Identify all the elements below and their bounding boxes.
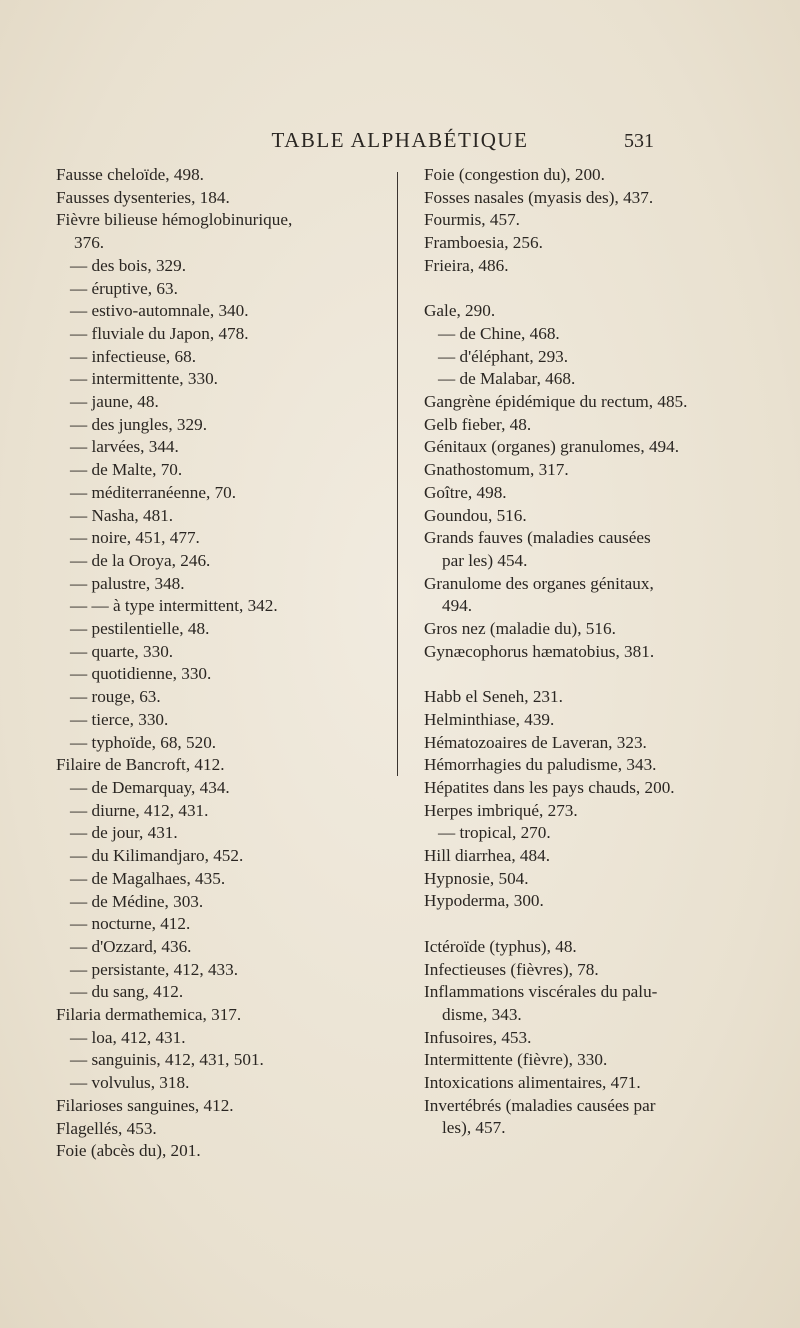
index-entry: Infusoires, 453. xyxy=(424,1027,532,1047)
index-entry: 494. xyxy=(442,596,473,616)
index-entry: Habb el Seneh, 231. xyxy=(424,687,563,707)
section-gap xyxy=(424,663,754,686)
running-header-title: TABLE ALPHABÉTIQUE xyxy=(271,128,529,152)
index-entry: les), 457. xyxy=(442,1118,506,1138)
index-entry: — de Chine, 468. xyxy=(438,323,560,343)
index-entry: Hémorrhagies du paludisme, 343. xyxy=(424,755,657,775)
index-entry: Gale, 290. xyxy=(424,301,496,321)
index-entry: Foie (congestion du), 200. xyxy=(424,165,605,184)
index-entry: — infectieuse, 68. xyxy=(70,346,197,366)
index-entry: — sanguinis, 412, 431, 501. xyxy=(70,1050,264,1070)
index-entry: Frieira, 486. xyxy=(424,255,509,275)
index-entry: Fausse cheloïde, 498. xyxy=(56,165,204,184)
index-entry: — des jungles, 329. xyxy=(70,414,208,434)
index-entry: — noire, 451, 477. xyxy=(70,528,200,548)
index-entry: Ictéroïde (typhus), 48. xyxy=(424,936,577,956)
index-entry: Gelb fieber, 48. xyxy=(424,414,532,434)
index-entry: Intoxications alimentaires, 471. xyxy=(424,1073,641,1093)
index-entry: Génitaux (organes) granulomes, 494. xyxy=(424,437,680,457)
index-entry: Gnathostomum, 317. xyxy=(424,460,569,480)
index-entry: Gangrène épidémique du rectum, 485. xyxy=(424,392,688,412)
index-entry: 376. xyxy=(74,233,105,253)
index-entry: — rouge, 63. xyxy=(70,687,161,707)
index-entry: Goître, 498. xyxy=(424,482,507,502)
index-entry: — de la Oroya, 246. xyxy=(70,550,211,570)
index-entry: — larvées, 344. xyxy=(70,437,179,457)
index-entry: — d'Ozzard, 436. xyxy=(70,936,192,956)
index-entry: Gynæcophorus hæmatobius, 381. xyxy=(424,641,655,661)
index-entry: Goundou, 516. xyxy=(424,505,527,525)
index-entry: — estivo-automnale, 340. xyxy=(70,301,249,321)
index-entry: — palustre, 348. xyxy=(70,573,185,593)
index-entry: — du sang, 412. xyxy=(70,982,184,1002)
index-column-right xyxy=(424,164,754,1140)
index-entry: Filarioses sanguines, 412. xyxy=(56,1095,234,1115)
index-entry: Inflammations viscérales du palu- xyxy=(424,982,658,1002)
index-entry: disme, 343. xyxy=(442,1004,522,1024)
index-entry: — de Malabar, 468. xyxy=(438,369,576,389)
index-entry: — pestilentielle, 48. xyxy=(70,619,210,639)
index-entry: — quotidienne, 330. xyxy=(70,664,212,684)
index-entry: Gros nez (maladie du), 516. xyxy=(424,619,616,639)
index-entry: Filaire de Bancroft, 412. xyxy=(56,755,225,775)
index-entry: Flagellés, 453. xyxy=(56,1118,157,1138)
section-gap xyxy=(424,278,754,301)
index-entry: — éruptive, 63. xyxy=(70,278,178,298)
index-entry: — tierce, 330. xyxy=(70,709,169,729)
section-gap xyxy=(424,913,754,936)
index-entry: — du Kilimandjaro, 452. xyxy=(70,846,244,866)
index-entry: Foie (abcès du), 201. xyxy=(56,1141,201,1161)
index-entry: — de Malte, 70. xyxy=(70,460,183,480)
index-entry: Hépatites dans les pays chauds, 200. xyxy=(424,777,675,797)
index-entry: — de Magalhaes, 435. xyxy=(70,868,226,888)
index-entry: par les) 454. xyxy=(442,550,528,570)
column-divider xyxy=(397,172,398,776)
index-entry: Helminthiase, 439. xyxy=(424,709,555,729)
index-entry: — quarte, 330. xyxy=(70,641,174,661)
index-entry: Filaria dermathemica, 317. xyxy=(56,1005,242,1025)
index-entry: Framboesia, 256. xyxy=(424,233,543,253)
index-entry: — diurne, 412, 431. xyxy=(70,800,209,820)
index-entry: Grands fauves (maladies causées xyxy=(424,528,651,548)
index-entry: Invertébrés (maladies causées par xyxy=(424,1095,656,1115)
index-entry: Hypnosie, 504. xyxy=(424,868,529,888)
index-entry: — loa, 412, 431. xyxy=(70,1027,186,1047)
index-entry: — d'éléphant, 293. xyxy=(438,346,569,366)
index-entry: — persistante, 412, 433. xyxy=(70,959,239,979)
index-entry: Granulome des organes génitaux, xyxy=(424,573,654,593)
index-entry: — méditerranéenne, 70. xyxy=(70,482,237,502)
index-entry: — des bois, 329. xyxy=(70,255,187,275)
index-entry: — de Médine, 303. xyxy=(70,891,204,911)
page-number: 531 xyxy=(624,130,654,152)
index-entry: — intermittente, 330. xyxy=(70,369,218,389)
index-entry: Fosses nasales (myasis des), 437. xyxy=(424,187,654,207)
index-column-left xyxy=(56,164,386,1163)
index-entry: — volvulus, 318. xyxy=(70,1073,190,1093)
index-entry: — Nasha, 481. xyxy=(70,505,174,525)
index-entry: Infectieuses (fièvres), 78. xyxy=(424,959,599,979)
index-entry: — de Demarquay, 434. xyxy=(70,777,230,797)
index-entry: — typhoïde, 68, 520. xyxy=(70,732,217,752)
index-entry: Hématozoaires de Laveran, 323. xyxy=(424,732,647,752)
index-entry: Fausses dysenteries, 184. xyxy=(56,187,230,207)
index-entry: — nocturne, 412. xyxy=(70,914,191,934)
index-entry: Hypoderma, 300. xyxy=(424,891,544,911)
index-entry: Herpes imbriqué, 273. xyxy=(424,800,578,820)
index-entry: — — à type intermittent, 342. xyxy=(70,596,278,616)
index-entry: Fièvre bilieuse hémoglobinurique, xyxy=(56,210,293,230)
index-entry: Fourmis, 457. xyxy=(424,210,520,230)
index-entry: — fluviale du Japon, 478. xyxy=(70,323,249,343)
index-entry: Hill diarrhea, 484. xyxy=(424,846,551,866)
index-entry: — de jour, 431. xyxy=(70,823,178,843)
index-entry: Intermittente (fièvre), 330. xyxy=(424,1050,608,1070)
index-entry: — jaune, 48. xyxy=(70,392,159,412)
index-entry: — tropical, 270. xyxy=(438,823,551,843)
